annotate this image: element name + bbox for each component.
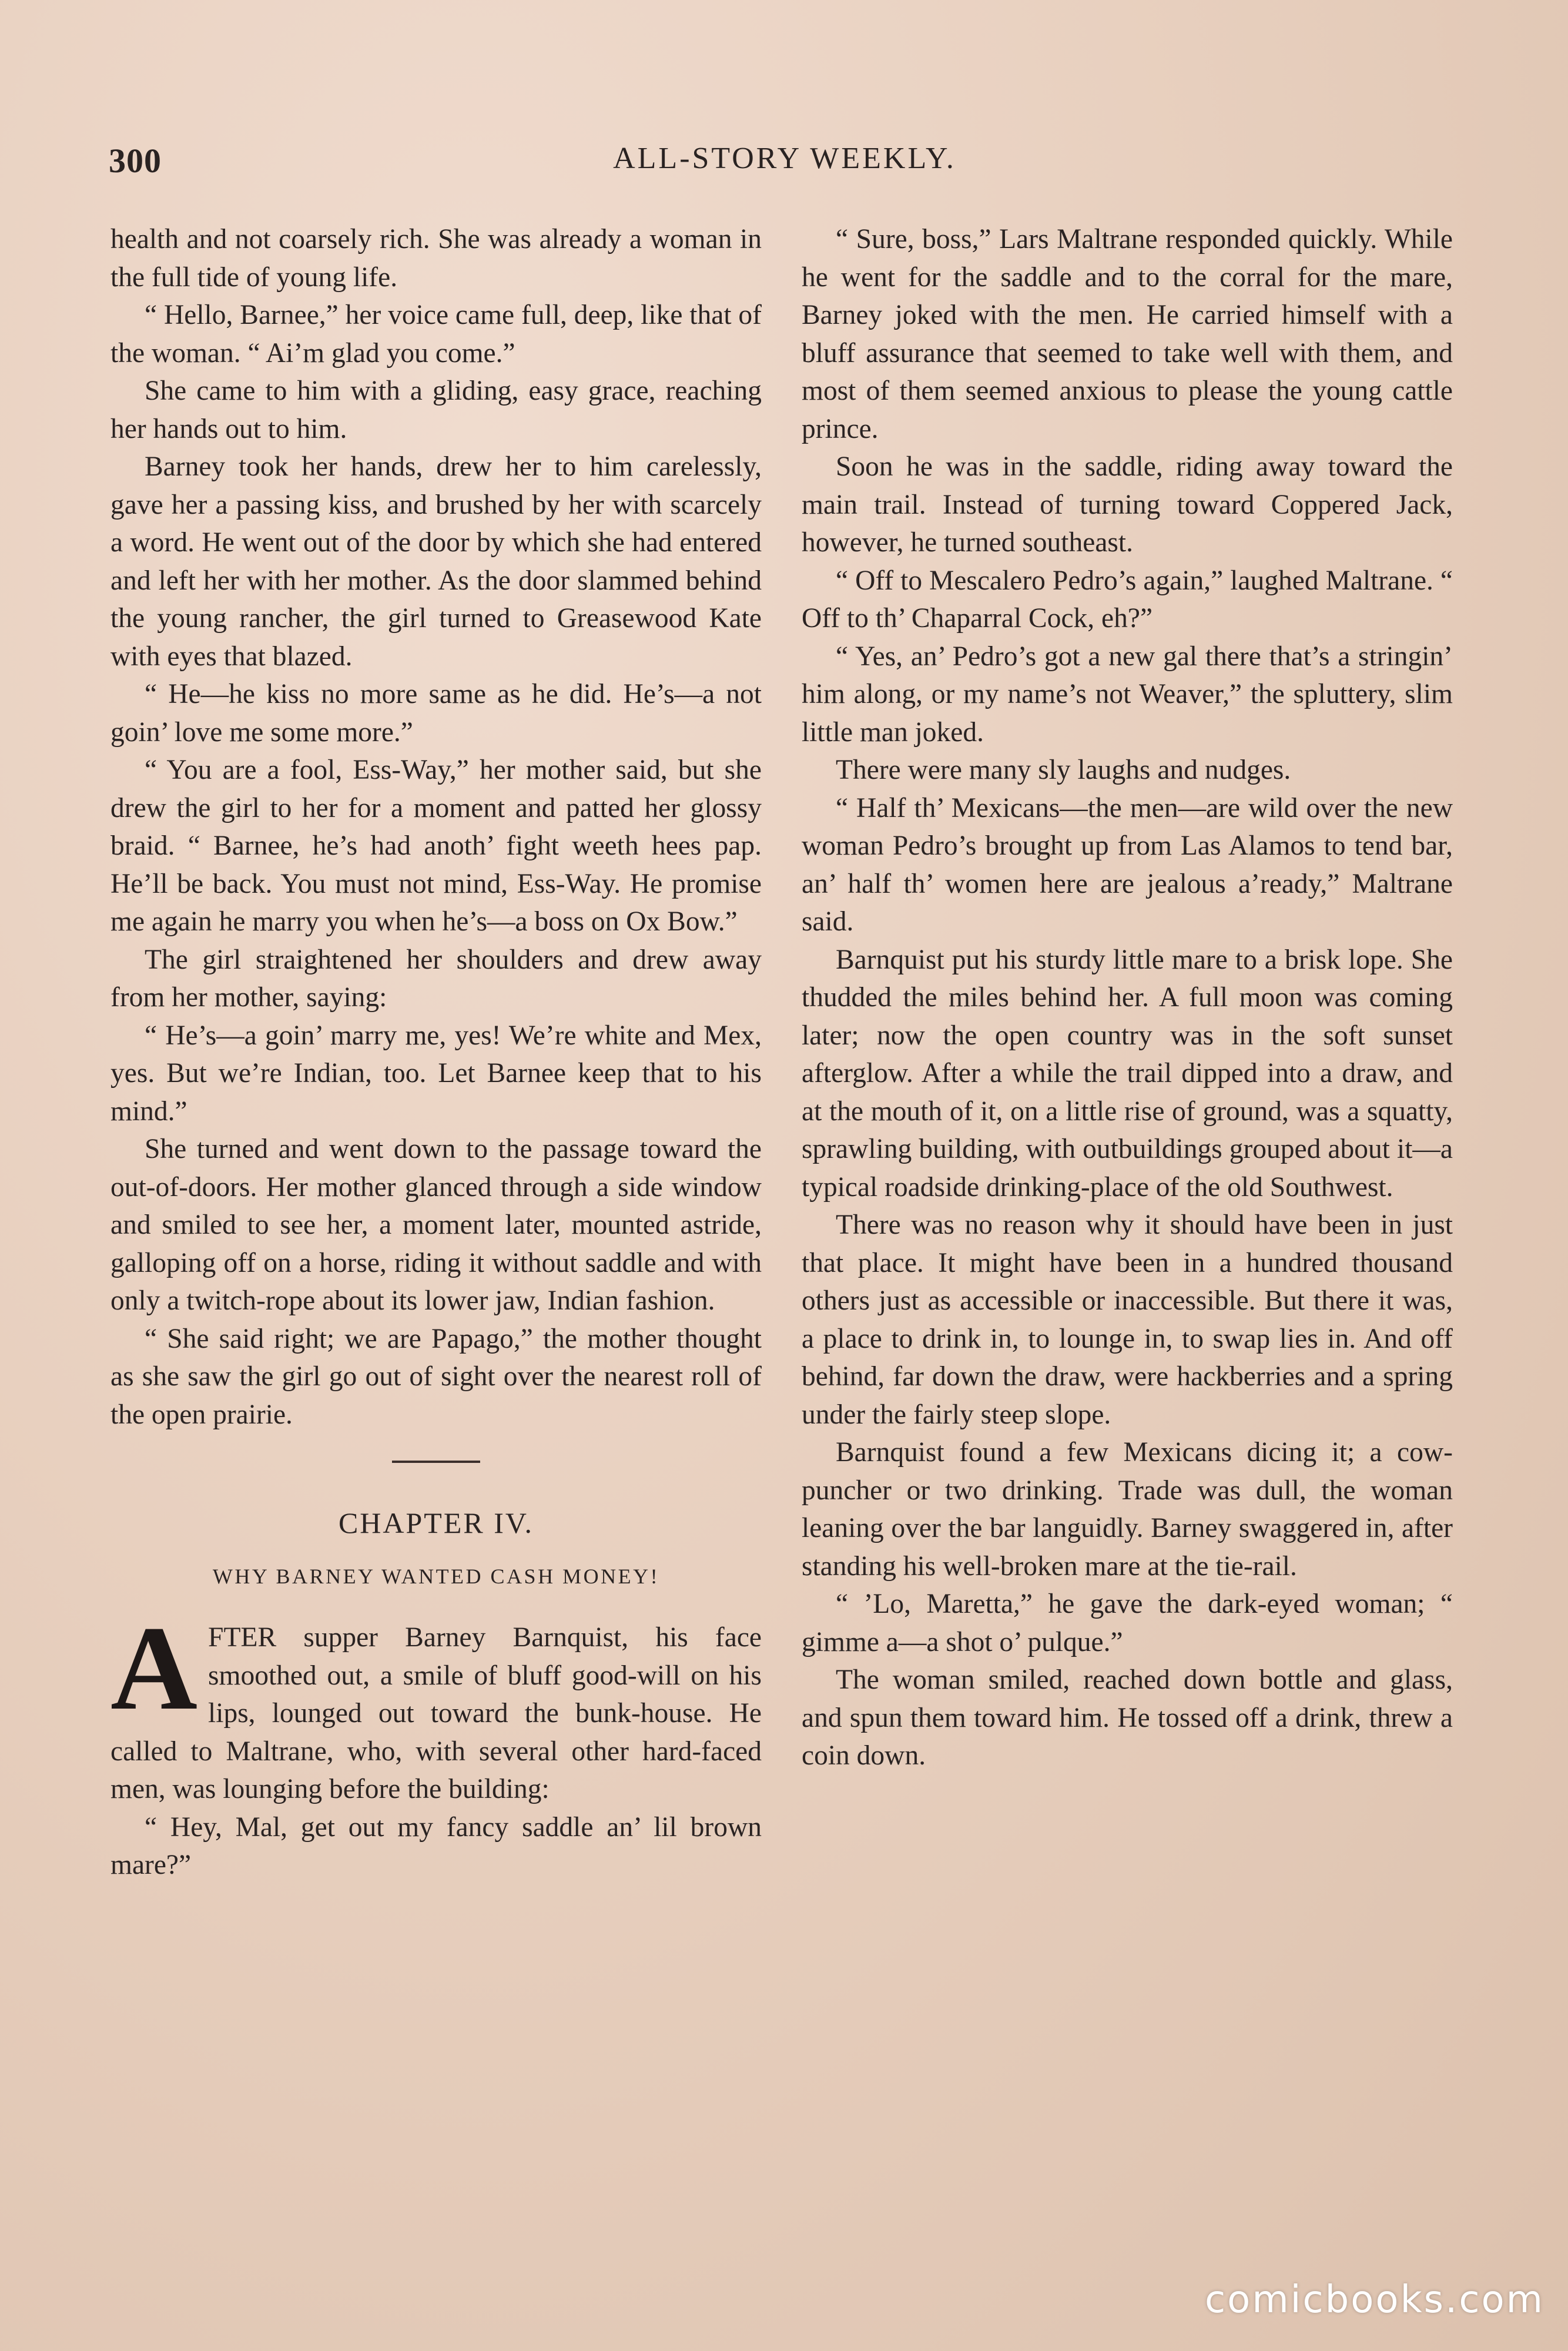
running-title: ALL-STORY WEEKLY. (613, 142, 956, 175)
paragraph: “ He’s—a goin’ marry me, yes! We’re white and Mex, yes. But we’re Indian, too. Let Barnee keep that to his mind.” (110, 1020, 762, 1127)
page-number: 300 (109, 142, 162, 180)
right-column (802, 220, 1453, 1775)
paragraph: “ He—he kiss no more same as he did. He’s—a not goin’ love me some more.” (110, 679, 762, 748)
paragraph: There were many sly laughs and nudges. (836, 755, 1291, 785)
paragraph: health and not coarsely rich. She was already a woman in the full tide of young life. (110, 224, 762, 293)
paragraph: “ ’Lo, Maretta,” he gave the dark-eyed woman; “ gimme a—a shot o’ pulque.” (802, 1589, 1453, 1657)
paragraph: “ You are a fool, Ess-Way,” her mother said, but she drew the girl to her for a moment and patted her glossy braid. “ Barnee, he’s had anoth’ fight weeth hees pap. He’ll be back. You must not mind, Ess-Way. He promise me again he marry you when he’s—a boss on Ox Bow.” (110, 755, 762, 937)
paragraph: “ Half th’ Mexicans—the men—are wild over the new woman Pedro’s brought up from Las Alamos to tend bar, an’ half th’ women here are jealous a’ready,” Maltrane said. (802, 792, 1453, 937)
paragraph: Barney took her hands, drew her to him carelessly, gave her a passing kiss, and brushed by her with scarcely a word. He went out of the door by which she had entered and left her with her mother. As the door slammed behind the young rancher, the girl turned to Greasewood Kate with eyes that blazed. (110, 451, 762, 672)
site-watermark: comicbooks.com (1204, 2278, 1544, 2322)
paragraph: Barnquist put his sturdy little mare to a brisk lope. She thudded the miles behind her. A full moon was coming later; now the open country was in the soft sunset afterglow. After a while the trail dipped into a draw, and at the mouth of it, on a little rise of ground, was a squatty, sprawling building, with outbuildings grouped about it—a typical roadside drinking-place of the old Southwest. (802, 944, 1453, 1203)
left-column (110, 220, 762, 1884)
paragraph: “ Sure, boss,” Lars Maltrane responded quickly. While he went for the saddle and to the corral for the mare, Barney joked with the men. He carried himself with a bluff assurance that seemed to take well with them, and most of them seemed anxious to please the young cattle prince. (802, 224, 1453, 444)
paragraph: There was no reason why it should have been in just that place. It might have been in a hundred thousand others just as accessible or inaccessible. But there it was, a place to drink in, to lounge in, to swap lies in. And off behind, far down the draw, were hackberries and a spring under the fairly steep slope. (802, 1210, 1453, 1430)
paragraph: The woman smiled, reached down bottle and glass, and spun them toward him. He tossed off a drink, threw a coin down. (802, 1665, 1453, 1771)
chapter-subtitle: WHY BARNEY WANTED CASH MONEY! (212, 1564, 660, 1588)
paragraph: She turned and went down to the passage toward the out-of-doors. Her mother glanced through a side window and smiled to see her, a moment later, mounted astride, galloping off on a horse, riding it without saddle and with only a twitch-rope about its lower jaw, Indian fashion. (110, 1134, 762, 1316)
paragraph: Soon he was in the saddle, riding away toward the main trail. Instead of turning toward Coppered Jack, however, he turned southeast. (802, 451, 1453, 558)
paragraph: “ Hello, Barnee,” her voice came full, deep, like that of the woman. “ Ai’m glad you come.” (110, 300, 762, 369)
drop-cap: A (110, 1602, 198, 1735)
paragraph: “ Hey, Mal, get out my fancy saddle an’ lil brown mare?” (110, 1811, 762, 1880)
chapter-opening-paragraph (110, 1602, 762, 1809)
paragraph: “ Yes, an’ Pedro’s got a new gal there that’s a stringin’ him along, or my name’s not Weaver,” the spluttery, slim little man joked. (802, 641, 1453, 748)
chapter-opening-text: FTER supper Barney Barnquist, his face smoothed out, a smile of bluff good-will on his lips, lounged out toward the bunk-house. He called to Maltrane, who, with several other hard-faced men, was lounging before the building: (110, 1622, 762, 1804)
chapter-title: CHAPTER IV. (338, 1506, 534, 1539)
section-divider (392, 1461, 480, 1463)
paragraph: Barnquist found a few Mexicans dicing it; a cow-puncher or two drinking. Trade was dull, the woman leaning over the bar languidly. Barney swaggered in, after standing his well-broken mare at the tie-rail. (802, 1437, 1453, 1582)
paragraph: “ She said right; we are Papago,” the mother thought as she saw the girl go out of sight over the nearest roll of the open prairie. (110, 1323, 762, 1430)
paragraph: She came to him with a gliding, easy grace, reaching her hands out to him. (110, 376, 762, 444)
paragraph: “ Off to Mescalero Pedro’s again,” laughed Maltrane. “ Off to th’ Chaparral Cock, eh?” (802, 565, 1453, 634)
paragraph: The girl straightened her shoulders and drew away from her mother, saying: (110, 944, 762, 1013)
page-header (109, 141, 1460, 194)
